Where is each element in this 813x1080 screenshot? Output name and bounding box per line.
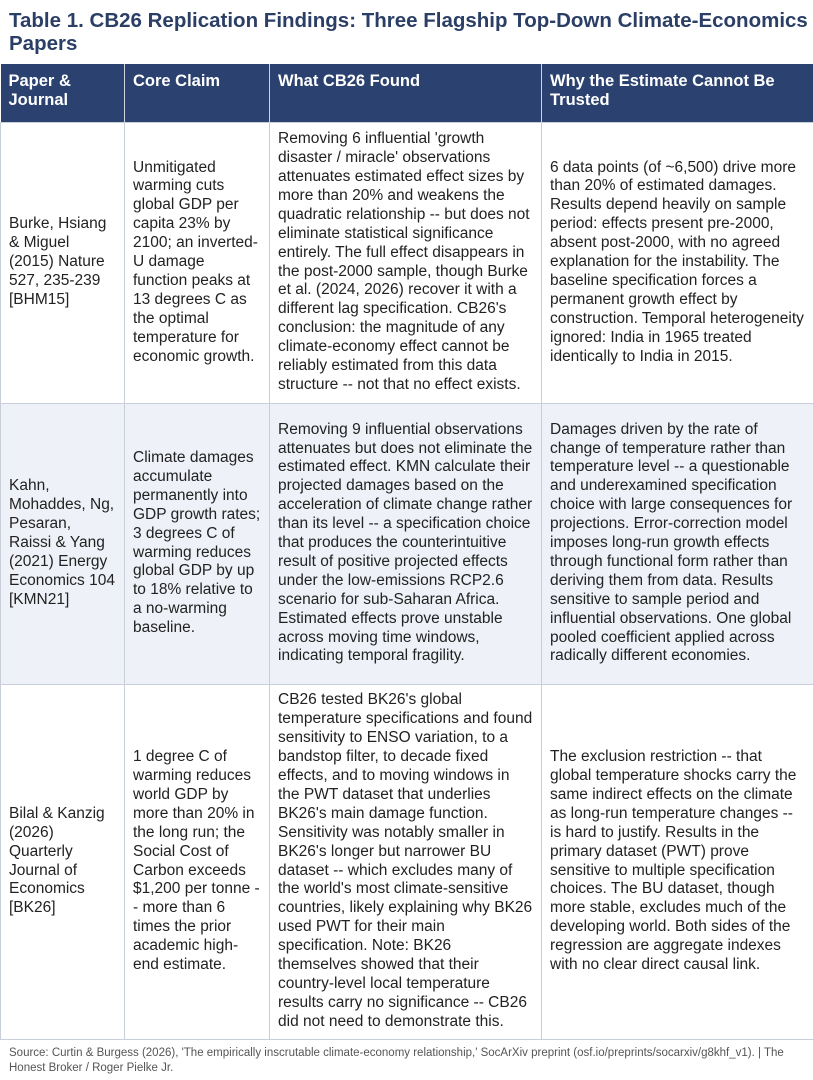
cell-why: The exclusion restriction -- that global temperature shocks carry the same indirect effects on the climate as long-run temperature changes -- is hard to justify. Results in the primary dataset (PWT) prove sensitive to multiple specification choices. The BU dataset, though more stable, excludes much of the developing world. Both sides of the regression are aggregate indexes with no clear direct causal link. (542, 684, 813, 1039)
table-row (1, 684, 813, 1039)
header-row (1, 64, 813, 122)
header-core-claim: Core Claim (125, 64, 270, 122)
cell-found: Removing 6 influential 'growth disaster / miracle' observations attenuates estimated effect sizes by more than 20% and weakens the quadratic relationship -- but does not eliminate statistical significance entirely. The full effect disappears in the post-2000 sample, though Burke et al. (2024, 2026) recover it with a different lag specification. CB26's conclusion: the magnitude of any climate-economy effect cannot be reliably estimated from this data structure -- not that no effect exists. (270, 122, 542, 403)
header-what-cb26-found: What CB26 Found (270, 64, 542, 122)
table-title: Table 1. CB26 Replication Findings: Three Flagship Top-Down Climate-Economics Papers (9, 9, 808, 55)
table-body (1, 122, 813, 1039)
cell-paper: Bilal & Kanzig (2026) Quarterly Journal of Economics [BK26] (1, 684, 125, 1039)
cell-claim: Unmitigated warming cuts global GDP per capita 23% by 2100; an inverted-U damage function peaks at 13 degrees C as the optimal temperature for economic growth. (125, 122, 270, 403)
findings-table (0, 64, 813, 1040)
cell-paper: Burke, Hsiang & Miguel (2015) Nature 527, 235-239 [BHM15] (1, 122, 125, 403)
cell-found: CB26 tested BK26's global temperature specifications and found sensitivity to ENSO variation, to a bandstop filter, to decade fixed effects, and to moving windows in the PWT dataset that underlies BK26's main damage function. Sensitivity was notably smaller in BK26's longer but narrower BU dataset -- which excludes many of the world's most climate-sensitive countries, likely explaining why BK26 used PWT for their main specification. Note: BK26 themselves showed that their country-level local temperature results carry no significance -- CB26 did not need to demonstrate this. (270, 684, 542, 1039)
cell-paper: Kahn, Mohaddes, Ng, Pesaran, Raissi & Yang (2021) Energy Economics 104 [KMN21] (1, 403, 125, 684)
header-why-untrusted: Why the Estimate Cannot Be Trusted (542, 64, 813, 122)
cell-why: 6 data points (of ~6,500) drive more than 20% of estimated damages. Results depend heavily on sample period: effects present pre-2000, absent post-2000, with no agreed explanation for the instability. The baseline specification forces a permanent growth effect by construction. Temporal heterogeneity ignored: India in 1965 treated identically to India in 2015. (542, 122, 813, 403)
cell-claim: 1 degree C of warming reduces world GDP by more than 20% in the long run; the Social Cost of Carbon exceeds $1,200 per tonne -- more than 6 times the prior academic high-end estimate. (125, 684, 270, 1039)
cell-found: Removing 9 influential observations attenuates but does not eliminate the estimated effect. KMN calculate their projected damages based on the acceleration of climate change rather than its level -- a specification choice that produces the counterintuitive result of positive projected effects under the low-emissions RCP2.6 scenario for sub-Saharan Africa. Estimated effects prove unstable across moving time windows, indicating temporal fragility. (270, 403, 542, 684)
cell-why: Damages driven by the rate of change of temperature rather than temperature level -- a questionable and underexamined specification choice with large consequences for projections. Error-correction model imposes long-run growth effects through functional form rather than deriving them from data. Results sensitive to sample period and influential observations. One global pooled coefficient applied across radically different economies. (542, 403, 813, 684)
table-row (1, 122, 813, 403)
source-note: Source: Curtin & Burgess (2026), 'The empirically inscrutable climate-economy relationship,' SocArXiv preprint (osf.io/preprints/socarxiv/g8khf_v1). | The Honest Broker / Roger Pielke Jr. (9, 1047, 784, 1074)
cell-claim: Climate damages accumulate permanently into GDP growth rates; 3 degrees C of warming reduces global GDP by up to 18% relative to a no-warming baseline. (125, 403, 270, 684)
table-row (1, 403, 813, 684)
header-paper-journal: Paper & Journal (1, 64, 125, 122)
table-header (1, 64, 813, 122)
